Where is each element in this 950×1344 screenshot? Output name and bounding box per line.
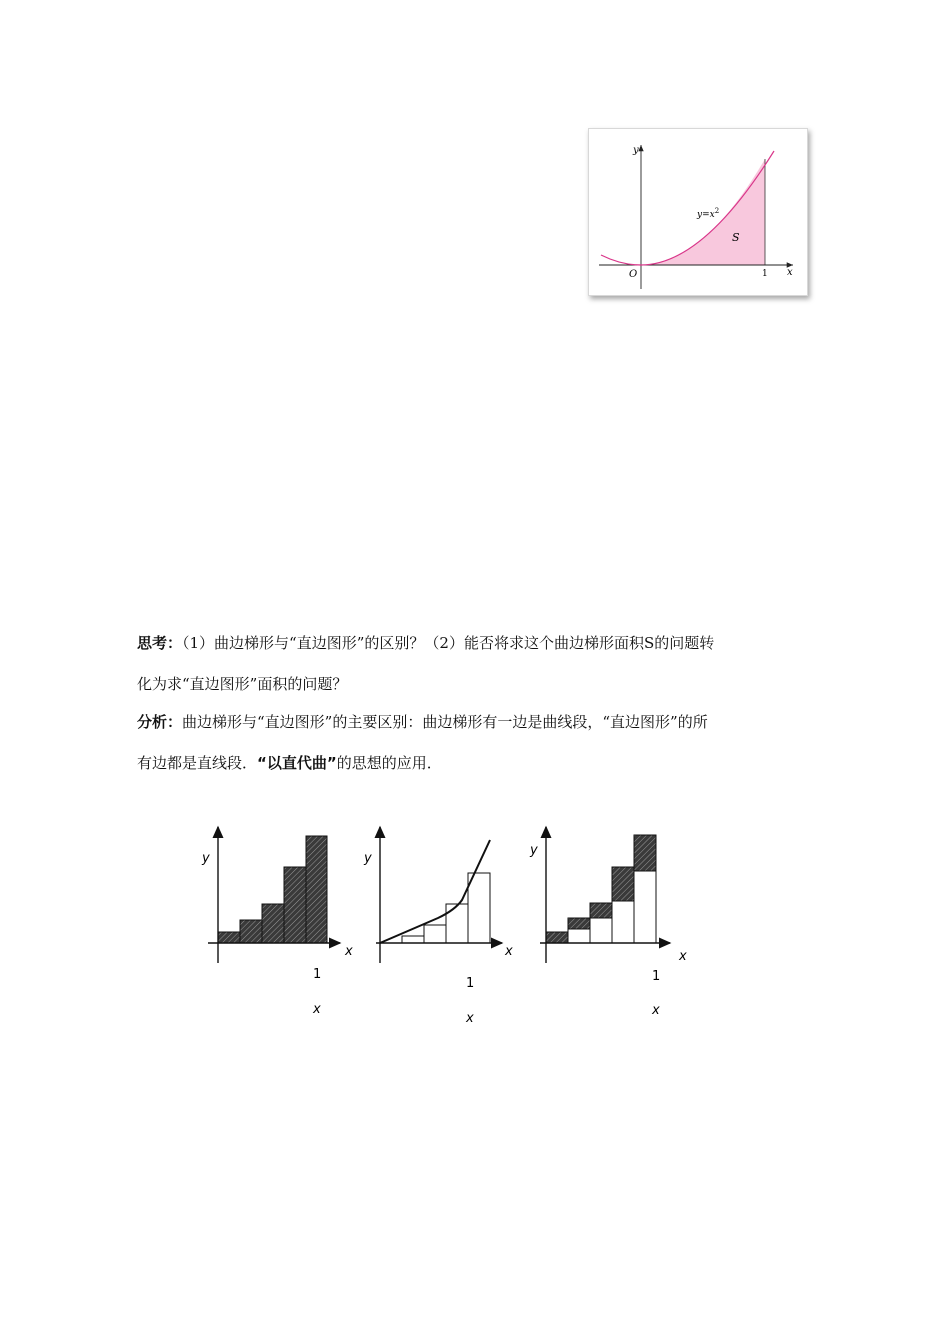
fig1-y-label: y (202, 851, 210, 866)
analysis-emphasis: “以直代曲” (257, 754, 337, 772)
parabola-figure (588, 128, 808, 296)
tick-one-label: 1 (762, 269, 768, 279)
think-text-1: （1）曲边梯形与“直边图形”的区别？（2）能否将求这个曲边梯形面积S的问题转 (182, 634, 715, 652)
figure-1 (201, 827, 353, 1017)
region-label: S (732, 231, 740, 244)
x-axis-label: x (787, 267, 793, 278)
fig3-hatch-1 (546, 932, 568, 943)
figure-2 (363, 827, 513, 1026)
fig3-hatch-4 (612, 867, 634, 901)
fig3-bar-2 (568, 929, 590, 943)
fig3-hatch-5 (634, 835, 656, 871)
fig2-bar-4 (468, 873, 490, 943)
think-line-2 (137, 673, 817, 695)
analysis-text-2b: 的思想的应用． (336, 754, 442, 772)
origin-label: O (629, 269, 638, 280)
fig1-one-label: 1 (313, 967, 322, 982)
fig3-bar-4 (612, 901, 634, 943)
analysis-text-1: 曲边梯形与“直边图形”的主要区别：曲边梯形有一边是曲线段，“直边图形”的所 (182, 713, 708, 731)
fig2-bar-2 (424, 925, 446, 943)
fig2-y-label: y (364, 851, 372, 866)
fig3-hatch-2 (568, 918, 590, 929)
fig2-x-label: x (505, 944, 513, 959)
fig3-hatch-3 (590, 903, 612, 918)
fig1-bar-4 (284, 867, 306, 943)
fig2-one-label: 1 (466, 976, 475, 991)
fig3-one-label: 1 (652, 969, 661, 984)
fig3-y-label: y (530, 843, 538, 858)
fig1-x-label: x (345, 944, 353, 959)
y-axis-label: y (633, 145, 639, 156)
fig2-bar-1 (402, 936, 424, 943)
fig2-bar-3 (446, 904, 468, 943)
think-label: 思考： (137, 634, 183, 652)
curve-label: $y=x^2$ (697, 207, 720, 220)
fig2-below-x: x (466, 1011, 474, 1026)
think-text-2: 化为求“直边图形”面积的问题？ (137, 675, 348, 693)
figure-3 (529, 827, 687, 1018)
analysis-line-1 (137, 711, 817, 733)
fig1-bar-1 (218, 932, 240, 943)
fig3-bar-3 (590, 918, 612, 943)
fig1-bar-3 (262, 904, 284, 943)
fig1-below-x: x (313, 1002, 321, 1017)
fig3-x-label: x (679, 949, 687, 964)
analysis-label: 分析： (137, 713, 183, 731)
analysis-line-2 (137, 752, 817, 774)
fig1-bar-2 (240, 920, 262, 943)
fig3-below-x: x (652, 1003, 660, 1018)
think-line-1 (137, 632, 817, 654)
analysis-text-2a: 有边都是直线段． (137, 754, 258, 772)
fig1-bar-5 (306, 836, 327, 943)
fig3-bar-5 (634, 871, 656, 943)
approximation-figures (180, 815, 720, 1039)
